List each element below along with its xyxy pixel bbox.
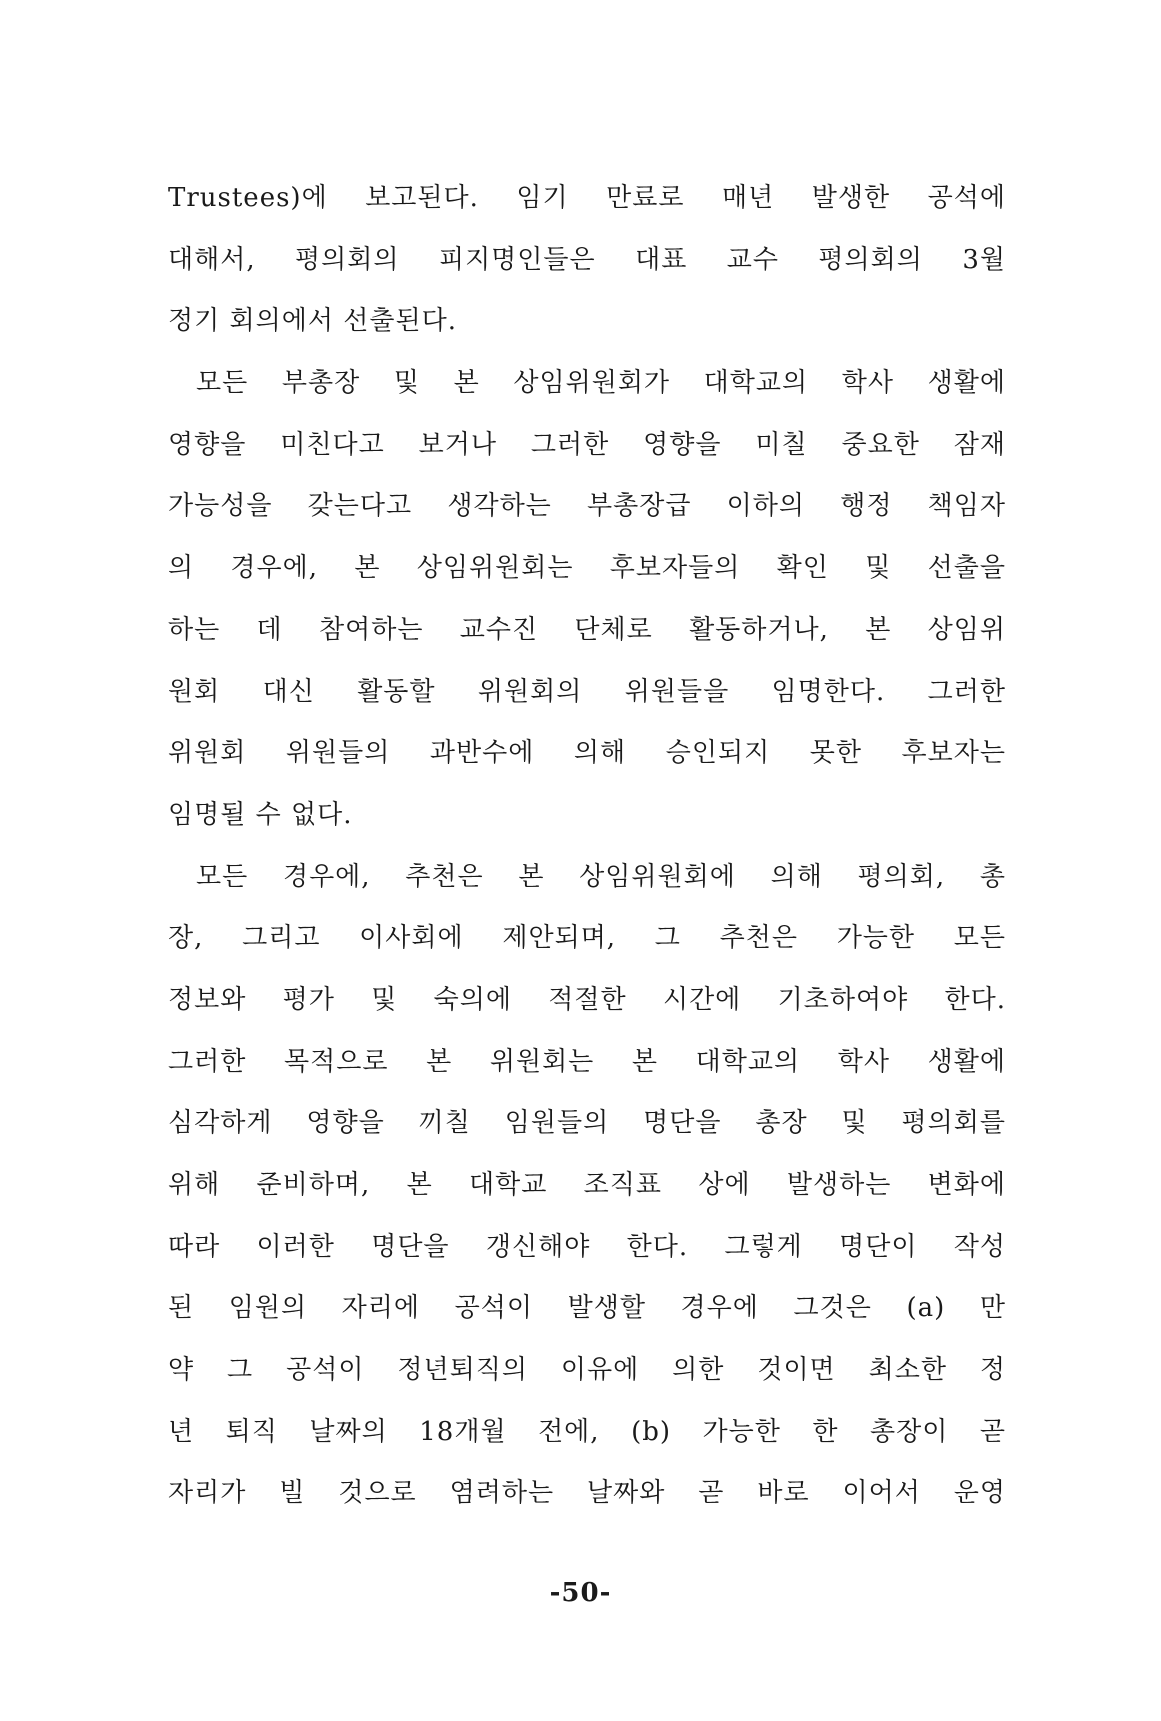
text-line: 위해 준비하며, 본 대학교 조직표 상에 발생하는 변화에	[168, 1170, 1006, 1200]
text-line: 자리가 빌 것으로 염려하는 날짜와 곧 바로 이어서 운영	[168, 1478, 1006, 1509]
text-line: 위원회 위원들의 과반수에 의해 승인되지 못한 후보자는	[168, 738, 1006, 769]
text-line: 모든 부총장 및 본 상임위원회가 대학교의 학사 생활에	[196, 368, 1006, 399]
text-line: 년 퇴직 날짜의 18개월 전에, (b) 가능한 한 총장이 곧	[168, 1416, 1006, 1447]
text-line: 그러한 목적으로 본 위원회는 본 대학교의 학사 생활에	[168, 1046, 1006, 1077]
text-line: Trustees)에 보고된다. 임기 만료로 매년 발생한 공석에	[168, 183, 1006, 213]
text-line: 모든 경우에, 추천은 본 상임위원회에 의해 평의회, 총	[196, 861, 1006, 892]
body-text	[168, 178, 1006, 1535]
text-line: 심각하게 영향을 끼칠 임원들의 명단을 총장 및 평의회를	[168, 1108, 1006, 1139]
text-line: 장, 그리고 이사회에 제안되며, 그 추천은 가능한 모든	[168, 923, 1006, 954]
text-line: 하는 데 참여하는 교수진 단체로 활동하거나, 본 상임위	[168, 614, 1006, 645]
text-line: 영향을 미친다고 보거나 그러한 영향을 미칠 중요한 잠재	[168, 429, 1006, 460]
text-line: 정기 회의에서 선출된다.	[168, 306, 457, 337]
text-line: 가능성을 갖는다고 생각하는 부총장급 이하의 행정 책임자	[168, 491, 1006, 522]
text-line: 약 그 공석이 정년퇴직의 이유에 의한 것이면 최소한 정	[168, 1355, 1006, 1386]
text-line: 임명될 수 없다.	[168, 799, 353, 830]
text-line: 원회 대신 활동할 위원회의 위원들을 임명한다. 그러한	[168, 676, 1006, 707]
text-line: 된 임원의 자리에 공석이 발생할 경우에 그것은 (a) 만	[168, 1293, 1006, 1324]
text-line: 대해서, 평의회의 피지명인들은 대표 교수 평의회의 3월	[168, 244, 1006, 275]
page-number: -50-	[549, 1578, 612, 1608]
text-line: 정보와 평가 및 숙의에 적절한 시간에 기초하여야 한다.	[168, 984, 1006, 1015]
text-line: 따라 이러한 명단을 갱신해야 한다. 그렇게 명단이 작성	[168, 1231, 1006, 1262]
text-line: 의 경우에, 본 상임위원회는 후보자들의 확인 및 선출을	[168, 553, 1006, 584]
